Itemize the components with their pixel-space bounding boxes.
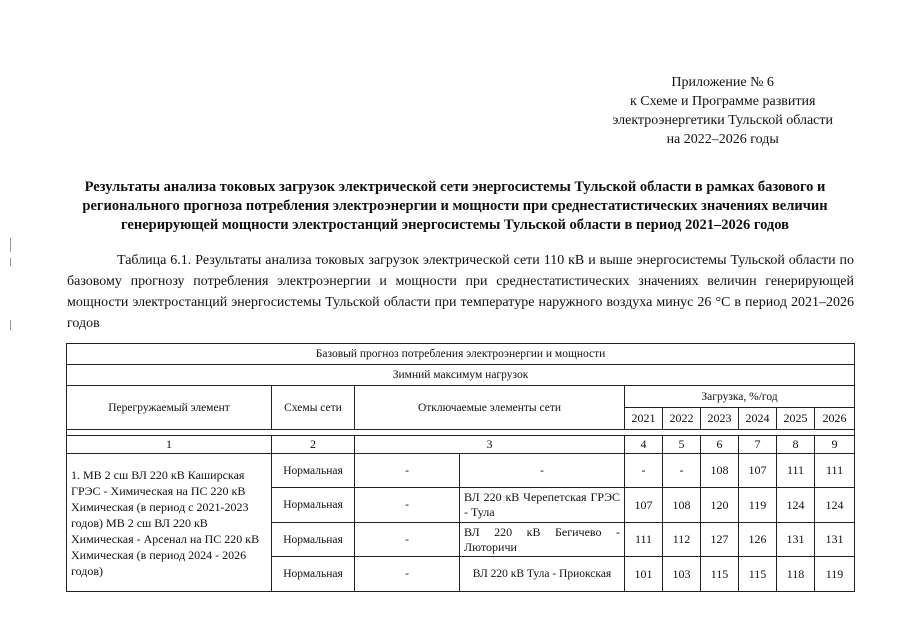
scheme-cell: Нормальная xyxy=(272,557,355,592)
table-banner-season: Зимний максимум нагрузок xyxy=(67,365,855,386)
column-number: 3 xyxy=(355,436,625,454)
load-value: 127 xyxy=(701,523,739,557)
load-value: - xyxy=(663,454,701,488)
load-value: 107 xyxy=(625,488,663,523)
appendix-line: электроэнергетики Тульской области xyxy=(612,113,833,128)
header-disconnected: Отключаемые элементы сети xyxy=(355,386,625,430)
scheme-cell: Нормальная xyxy=(272,523,355,557)
header-year: 2024 xyxy=(739,408,777,430)
off-cell: ВЛ 220 кВ Черепетская ГРЭС - Тула xyxy=(460,488,625,523)
column-number: 4 xyxy=(625,436,663,454)
load-value: 111 xyxy=(777,454,815,488)
document-heading: Результаты анализа токовых загрузок электрической сети энергосистемы Тульской области в рамках базового и регионального прогноза потребления электроэнергии и мощности при среднестатистических значениях величин генерирующей мощности электростанций энергосистемы Тульской области в период 2021–2026 годов xyxy=(82,179,828,233)
off-cell: ВЛ 220 кВ Бегичево - Лютоpичи xyxy=(460,523,625,557)
load-value: 124 xyxy=(777,488,815,523)
load-value: 131 xyxy=(815,523,855,557)
appendix-line: на 2022–2026 годы xyxy=(666,132,779,147)
load-value: 131 xyxy=(777,523,815,557)
column-number: 8 xyxy=(777,436,815,454)
load-value: 111 xyxy=(815,454,855,488)
appendix-note xyxy=(612,73,833,149)
off-cell: - xyxy=(355,454,460,488)
header-scheme: Схемы сети xyxy=(272,386,355,430)
appendix-line: Приложение № 6 xyxy=(671,75,774,90)
column-number: 9 xyxy=(815,436,855,454)
header-load: Загрузка, %/год xyxy=(625,386,855,408)
scan-mark xyxy=(10,320,11,330)
load-value: 103 xyxy=(663,557,701,592)
load-value: 115 xyxy=(701,557,739,592)
column-number: 5 xyxy=(663,436,701,454)
scheme-cell: Нормальная xyxy=(272,454,355,488)
load-value: 119 xyxy=(739,488,777,523)
load-value: 108 xyxy=(701,454,739,488)
appendix-line: к Схеме и Программе развития xyxy=(629,94,816,109)
overloaded-element: 1. МВ 2 сш ВЛ 220 кВ Каширская ГРЭС - Химическая на ПС 220 кВ Химическая (в период с 2021-2023 годов) МВ 2 сш ВЛ 220 кВ Химическая - Арсенал на ПС 220 кВ Химическая (в период 2024 - 2026 годов) xyxy=(67,454,272,592)
load-value: 118 xyxy=(777,557,815,592)
load-value: 107 xyxy=(739,454,777,488)
load-value: 111 xyxy=(625,523,663,557)
table-banner-forecast: Базовый прогноз потребления электроэнергии и мощности xyxy=(67,344,855,365)
header-year: 2025 xyxy=(777,408,815,430)
column-number: 1 xyxy=(67,436,272,454)
scheme-cell: Нормальная xyxy=(272,488,355,523)
load-value: 101 xyxy=(625,557,663,592)
header-element: Перегружаемый элемент xyxy=(67,386,272,430)
header-year: 2026 xyxy=(815,408,855,430)
off-cell: ВЛ 220 кВ Тула - Приокская xyxy=(460,557,625,592)
off-cell: - xyxy=(460,454,625,488)
load-value: 119 xyxy=(815,557,855,592)
load-value: 126 xyxy=(739,523,777,557)
table-caption xyxy=(67,250,854,334)
load-value: 112 xyxy=(663,523,701,557)
scan-mark xyxy=(10,258,11,266)
load-value: 115 xyxy=(739,557,777,592)
off-cell: - xyxy=(355,523,460,557)
load-value: 124 xyxy=(815,488,855,523)
load-value: 108 xyxy=(663,488,701,523)
header-year: 2023 xyxy=(701,408,739,430)
scan-mark xyxy=(10,238,11,252)
off-cell: - xyxy=(355,557,460,592)
column-number: 2 xyxy=(272,436,355,454)
load-value: 120 xyxy=(701,488,739,523)
load-value: - xyxy=(625,454,663,488)
table-row xyxy=(67,454,855,488)
off-cell: - xyxy=(355,488,460,523)
header-year: 2022 xyxy=(663,408,701,430)
load-analysis-table xyxy=(66,343,855,592)
column-number: 6 xyxy=(701,436,739,454)
header-year: 2021 xyxy=(625,408,663,430)
column-number: 7 xyxy=(739,436,777,454)
table-caption-text: Таблица 6.1. Результаты анализа токовых загрузок электрической сети 110 кВ и выше энергосистемы Тульской области по базовому прогнозу потребления электроэнергии и мощности при среднестатистических значениях величин генерирующей мощности электростанций энергосистемы Тульской области при температуре наружного воздуха минус 26 °С в период 2021–2026 годов xyxy=(67,253,854,331)
